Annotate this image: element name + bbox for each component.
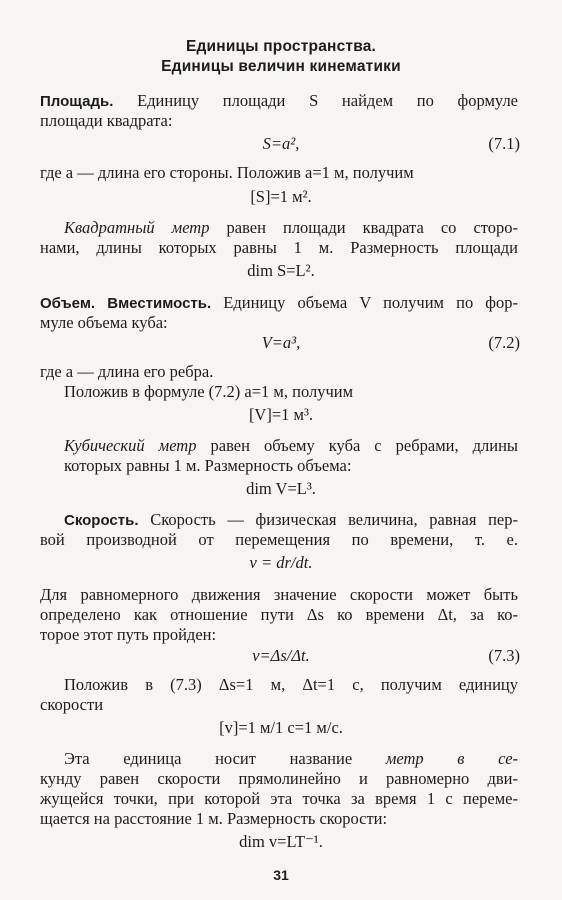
volume-unit: [V]=1 м³. bbox=[248, 405, 314, 424]
area-text-5: нами, длины которых равны 1 м. Размерность площади bbox=[40, 238, 518, 257]
speed-text-7: скорости bbox=[40, 695, 104, 714]
volume-text-4: Положив в формуле (7.2) a=1 м, получим bbox=[64, 382, 354, 401]
volume-text-6: которых равны 1 м. Размерность объема: bbox=[64, 456, 352, 475]
area-def-term: Квадратный метр bbox=[64, 218, 210, 237]
speed-unit: [v]=1 м/1 с=1 м/с. bbox=[219, 718, 343, 737]
volume-def-term: Кубический метр bbox=[64, 436, 197, 455]
speed-text-9: кунду равен скорости прямолинейно и равномерно дви- bbox=[40, 769, 518, 788]
speed-text-3: Для равномерного движения значение скорости может быть bbox=[40, 585, 518, 604]
speed-formula-1: v = dr/dt. bbox=[249, 553, 313, 572]
speed-text-8: Эта единица носит название bbox=[64, 749, 353, 768]
section-heading-line1: Единицы пространства. bbox=[185, 38, 377, 55]
area-text-2: площади квадрата: bbox=[40, 111, 173, 130]
speed-paragraph-line8 bbox=[64, 749, 518, 769]
speed-runhead: Скорость. bbox=[64, 512, 139, 529]
area-runhead: Площадь. bbox=[40, 93, 114, 110]
area-unit: [S]=1 м². bbox=[250, 187, 312, 206]
volume-formula: V=a³, bbox=[261, 333, 301, 352]
volume-text-3: где a — длина его ребра. bbox=[40, 362, 214, 381]
speed-eq-number: (7.3) bbox=[488, 646, 520, 665]
speed-paragraph-line1 bbox=[64, 510, 518, 531]
area-eq-number: (7.1) bbox=[488, 134, 520, 153]
speed-text-10: жущейся точки, при которой эта точка за время 1 с переме- bbox=[40, 789, 518, 808]
area-paragraph-line1 bbox=[40, 91, 518, 112]
volume-text-5: равен объему куба с ребрами, длины bbox=[210, 436, 518, 455]
speed-def-term: метр в се- bbox=[385, 749, 519, 768]
area-text-3: где a — длина его стороны. Положив a=1 м, получим bbox=[40, 163, 414, 182]
speed-text-1: Скорость — физическая величина, равная пер- bbox=[150, 510, 518, 529]
volume-text-2: муле объема куба: bbox=[40, 313, 168, 332]
volume-paragraph-line1 bbox=[40, 293, 518, 314]
page-number: 31 bbox=[273, 867, 289, 883]
volume-dim: dim V=L³. bbox=[246, 479, 316, 498]
speed-text-11: щается на расстояние 1 м. Размерность скорости: bbox=[40, 809, 388, 828]
area-formula: S=a², bbox=[262, 134, 300, 153]
speed-text-6: Положив в (7.3) Δs=1 м, Δt=1 с, получим единицу bbox=[64, 675, 518, 694]
volume-eq-number: (7.2) bbox=[488, 333, 520, 352]
volume-runhead: Объем. Вместимость. bbox=[40, 295, 212, 312]
area-dim: dim S=L². bbox=[247, 261, 315, 280]
speed-text-2: вой производной от перемещения по времени, т. е. bbox=[40, 530, 518, 549]
volume-paragraph-line5 bbox=[64, 436, 518, 456]
speed-formula-2: v=Δs/Δt. bbox=[252, 646, 310, 665]
area-paragraph-line4 bbox=[64, 218, 518, 238]
speed-dim: dim v=LT⁻¹. bbox=[239, 832, 323, 851]
volume-text-1: Единицу объема V получим по фор- bbox=[223, 293, 518, 312]
speed-text-4: определено как отношение пути Δs ко времени Δt, за ко- bbox=[40, 605, 518, 624]
area-text-4: равен площади квадрата со сторо- bbox=[226, 218, 519, 237]
speed-text-5: торое этот путь пройден: bbox=[40, 625, 217, 644]
area-text-1: Единицу площади S найдем по формуле bbox=[137, 91, 519, 110]
section-heading-line2: Единицы величин кинематики bbox=[161, 58, 401, 75]
